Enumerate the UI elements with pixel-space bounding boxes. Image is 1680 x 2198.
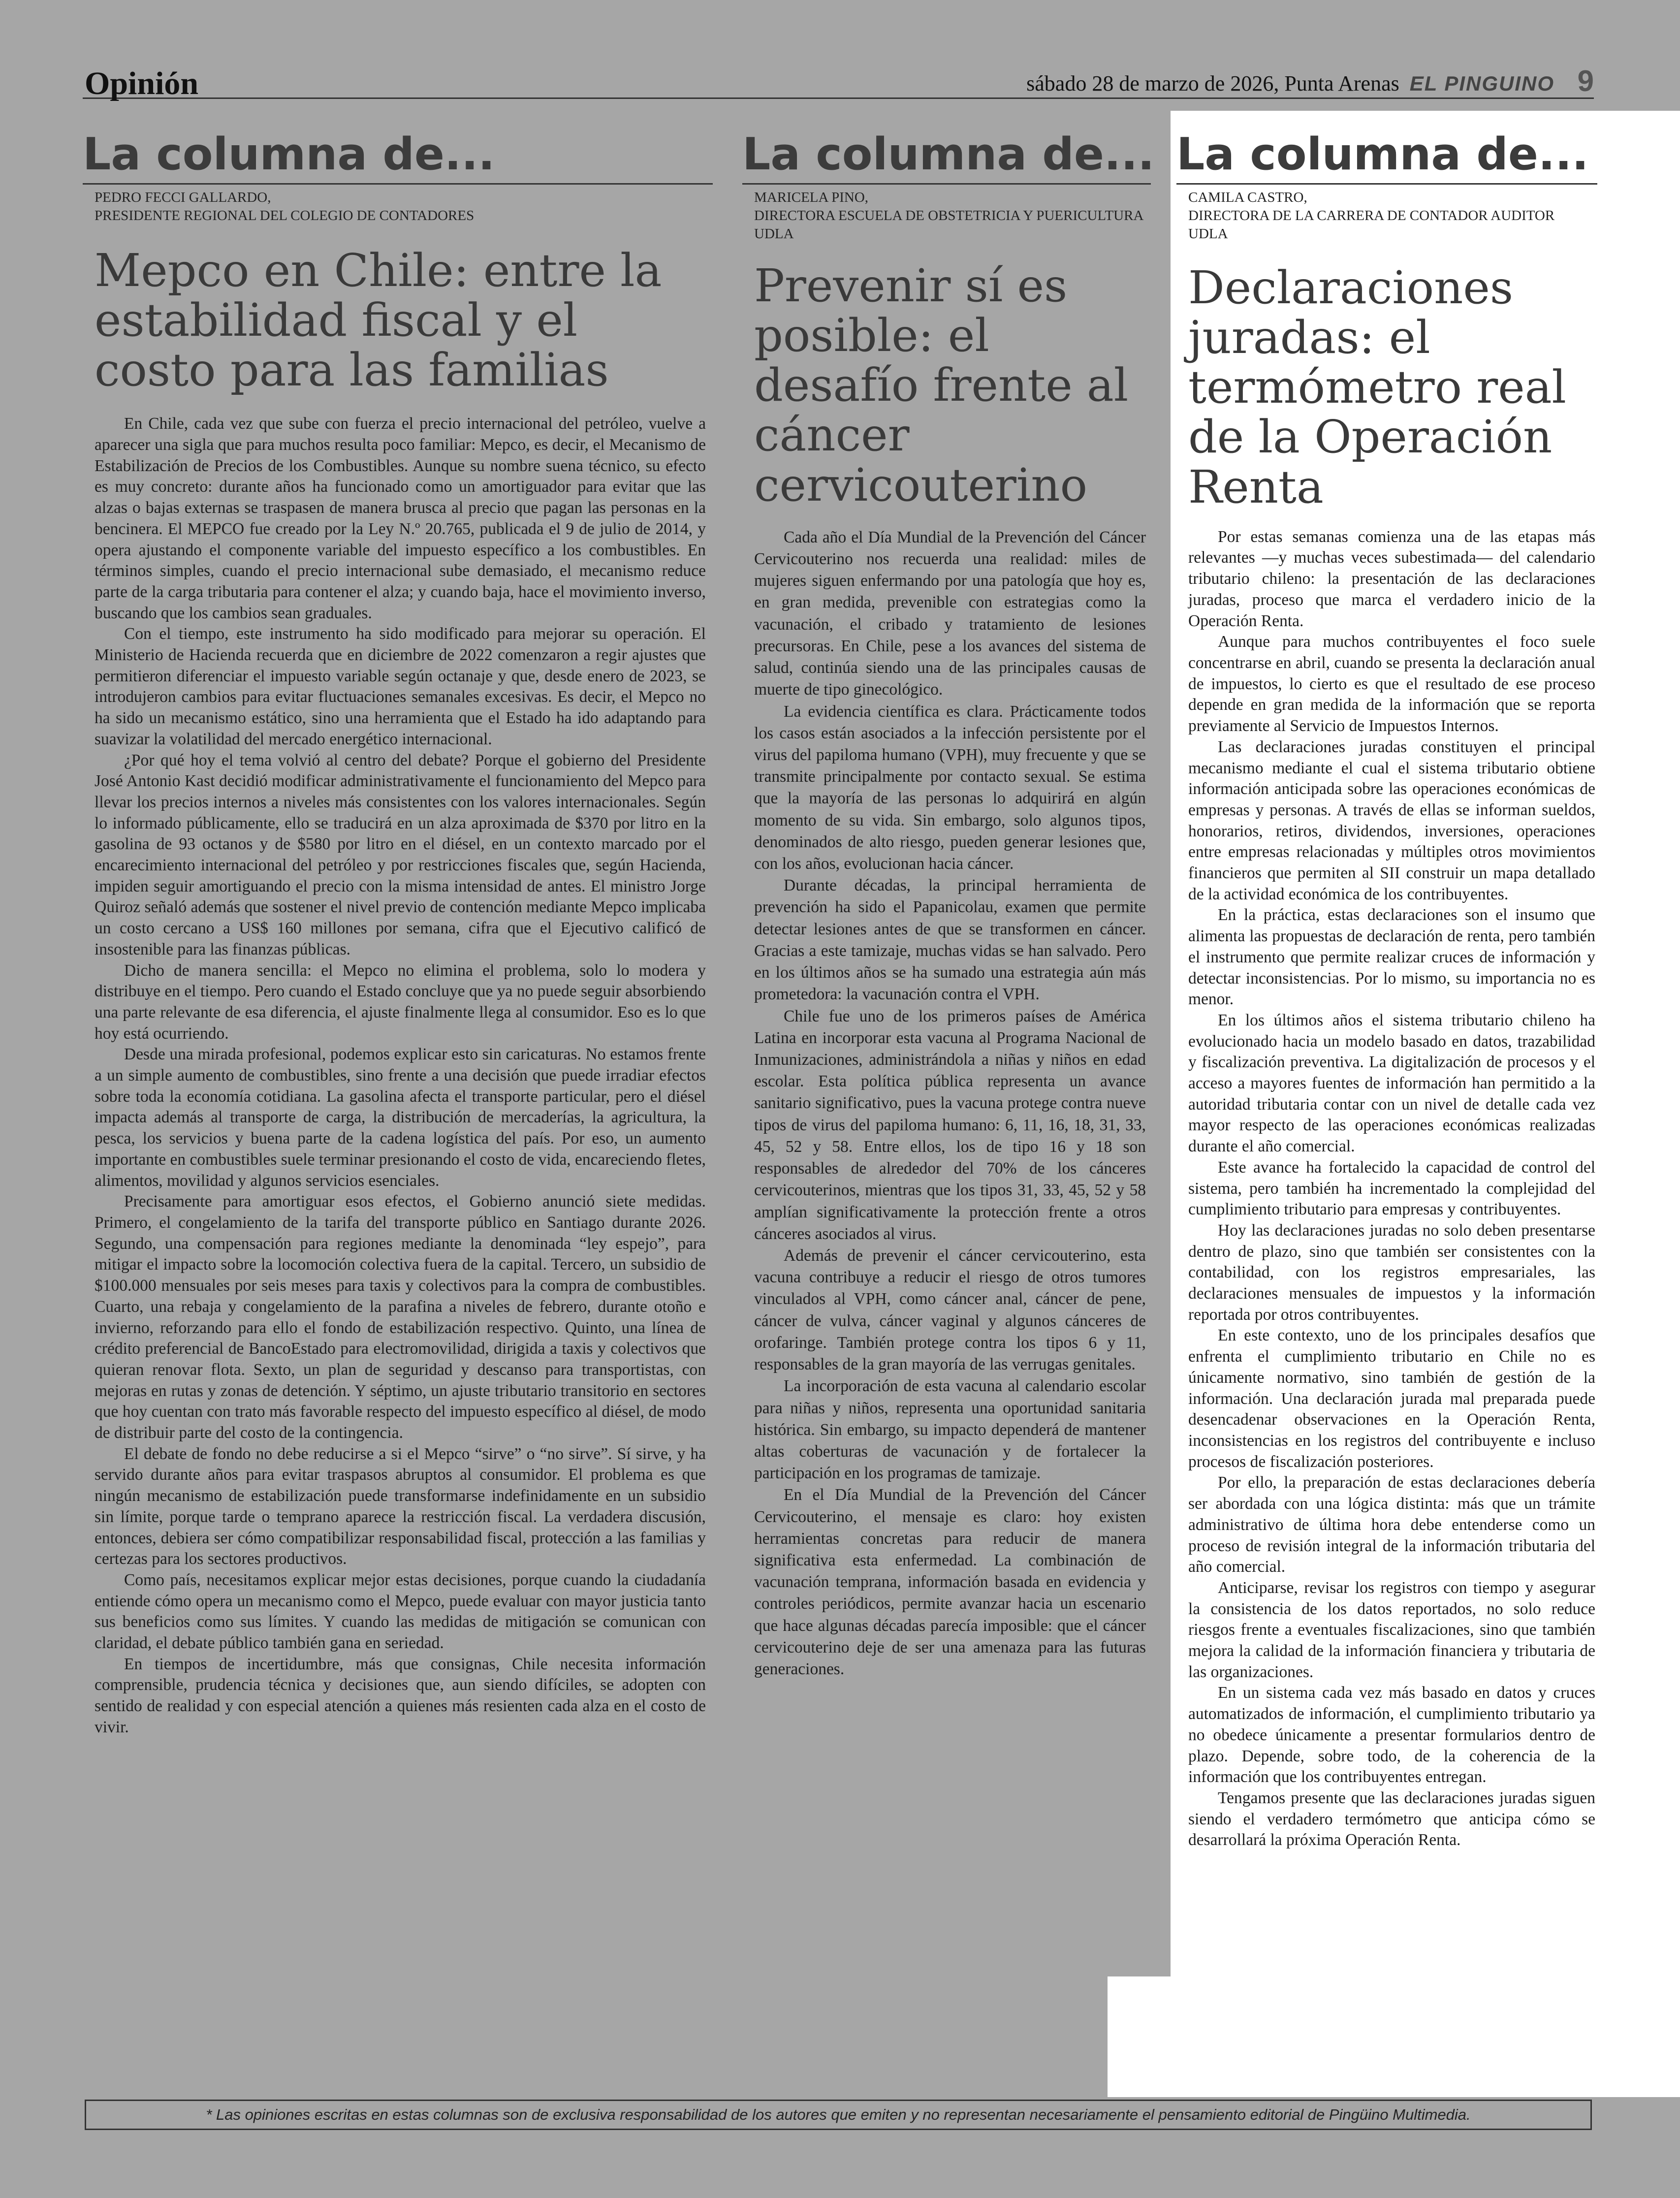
author-name: PEDRO FECCI GALLARDO, <box>95 189 271 205</box>
column-kicker: La columna de... <box>742 129 1151 185</box>
column-kicker: La columna de... <box>83 129 713 185</box>
article-body <box>83 414 713 1738</box>
dateline <box>1026 71 1554 96</box>
article-paragraph: Con el tiempo, este instrumento ha sido modificado para mejorar su operación. El Ministerio de Hacienda recuerda que en diciembre de 2022 comenzaron a regir ajustes que permitieron diferenciar el impuesto variable según octanaje y que, desde enero de 2023, se introdujeron cambios para evitar fluctuaciones semanales excesivas. Es decir, el Mepco no ha sido un mecanismo estático, sino una herramienta que el Estado ha ido adaptando para suavizar la volatilidad del mercado energético internacional. <box>95 625 706 748</box>
article-paragraph: ¿Por qué hoy el tema volvió al centro del debate? Porque el gobierno del Presidente José Antonio Kast decidió modificar administrativamente el funcionamiento del Mepco para llevar los precios internos a niveles más consistentes con los valores internacionales. Según lo informado públicamente, ello se traducirá en un alza aproximada de $370 por litro en la gasolina de 93 octanos y de $580 por litro en el diésel, en un contexto marcado por el encarecimiento internacional del petróleo y por restricciones fiscales que, según Hacienda, impiden seguir amortiguando el precio con la misma intensidad de antes. El ministro Jorge Quiroz señaló además que sostener el nivel previo de contención mediante Mepco implicaba un costo cercano a US$ 160 millones por semana, cifra que el Ejecutivo calificó de insostenible para las finanzas públicas. <box>95 751 706 958</box>
author-name: CAMILA CASTRO, <box>1188 189 1307 205</box>
article-headline: Prevenir sí es posible: el desafío frente al cáncer cervicouterino <box>754 259 1129 511</box>
article-paragraph: Chile fue uno de los primeros países de América Latina en incorporar esta vacuna al Programa Nacional de Inmunizaciones, administrándola a niñas y niños en edad escolar. Esta política pública representa un avance sanitario significativo, pues la vacuna protege contra nueve tipos de virus del papiloma humano: 6, 11, 16, 18, 31, 33, 45, 52 y 58. Entre ellos, los de tipo 16 y 18 son responsables de alrededor del 70% de los cánceres cervicouterinos, mientras que los tipos 31, 33, 45, 52 y 58 amplían significativamente la protección frente a otros cánceres asociados al virus. <box>754 1007 1146 1243</box>
author-byline <box>1176 189 1597 243</box>
article-paragraph: En Chile, cada vez que sube con fuerza el precio internacional del petróleo, vuelve a aparecer una sigla que para muchos resulta poco familiar: Mepco, es decir, el Mecanismo de Estabilización de Precios de los Combustibles. Aunque su nombre suena técnico, su efecto es muy concreto: durante años ha funcionado como un amortiguador para evitar que las alzas o bajas externas se traspasen de manera brusca al precio que pagan las personas en la bencinera. El MEPCO fue creado por la Ley N.º 20.765, publicada el 9 de julio de 2014, y opera ajustando el componente variable del impuesto específico a los combustibles. En términos simples, cuando el precio internacional sube demasiado, el mecanismo reduce parte de la carga tributaria para contener el alza; y cuando baja, hace el movimiento inverso, buscando que los cambios sean graduales. <box>95 414 706 622</box>
article-body <box>1176 527 1597 1851</box>
article-paragraph: En tiempos de incertidumbre, más que consignas, Chile necesita información comprensible, prudencia técnica y decisiones que, aun siendo difíciles, se adopten con sentido de realidad y con especial atención a quienes más resienten cada alza en el costo de vivir. <box>95 1655 706 1736</box>
column-kicker: La columna de... <box>1176 129 1597 185</box>
article-paragraph: En los últimos años el sistema tributario chileno ha evolucionado hacia un modelo basado en datos, trazabilidad y fiscalización preventiva. La digitalización de procesos y el acceso a mayores fuentes de información han permitido a la autoridad tributaria contar con un nivel de detalle cada vez mayor respecto de las operaciones económicas realizadas durante el año comercial. <box>1188 1011 1595 1156</box>
editorial-disclaimer: * Las opiniones escritas en estas columnas son de exclusiva responsabilidad de los autores que emiten y no representan necesariamente el pensamiento editorial de Pingüino Multimedia. <box>85 2100 1592 2130</box>
column-2 <box>742 128 1155 1680</box>
article-paragraph: Por estas semanas comienza una de las etapas más relevantes —y muchas veces subestimada— del calendario tributario chileno: la presentación de las declaraciones juradas, proceso que marca el verdadero inicio de la Operación Renta. <box>1188 527 1595 630</box>
brand-logo: EL PINGUINO <box>1409 72 1554 95</box>
article-paragraph: Precisamente para amortiguar esos efectos, el Gobierno anunció siete medidas. Primero, el congelamiento de la tarifa del transporte público en Santiago durante 2026. Segundo, una compensación para regiones mediante la denominada “ley espejo”, para mitigar el impacto sobre la locomoción colectiva fuera de la capital. Tercero, un subsidio de $100.000 mensuales por seis meses para taxis y colectivos para la compra de combustibles. Cuarto, una rebaja y congelamiento de la parafina a niveles de febrero, durante otoño e invierno, reforzando para ello el fondo de estabilización respectivo. Quinto, una línea de crédito preferencial de BancoEstado para electromovilidad, dirigida a taxis y colectivos que quieran renovar flota. Sexto, un plan de seguridad y descanso para transportistas, con mejoras en rutas y zonas de detención. Y séptimo, un ajuste tributario transitorio en sectores que hoy cuentan con trato más favorable respecto del impuesto específico al diésel, de modo de distribuir parte del costo de la contingencia. <box>95 1192 706 1442</box>
article-paragraph: Hoy las declaraciones juradas no solo deben presentarse dentro de plazo, sino que también ser consistentes con la contabilidad, con los registros empresariales, las declaraciones mensuales de impuestos y la información reportada por otros contribuyentes. <box>1188 1221 1595 1324</box>
author-byline <box>742 189 1151 243</box>
article-paragraph: Como país, necesitamos explicar mejor estas decisiones, porque cuando la ciudadanía entiende cómo opera un mecanismo como el Mepco, puede evaluar con mayor justicia tanto sus beneficios como sus límites. Y cuando las medidas de mitigación se comunican con claridad, el debate público también gana en seriedad. <box>95 1570 706 1653</box>
article-paragraph: Anticiparse, revisar los registros con tiempo y asegurar la consistencia de los datos reportados, no solo reduce riesgos frente a eventuales fiscalizaciones, sino que también mejora la calidad de la información financiera y tributaria de las organizaciones. <box>1188 1578 1595 1681</box>
author-role: PRESIDENTE REGIONAL DEL COLEGIO DE CONTADORES <box>95 207 475 223</box>
article-paragraph: La incorporación de esta vacuna al calendario escolar para niñas y niños, representa una oportunidad sanitaria histórica. Sin embargo, su impacto dependerá de mantener altas coberturas de vacunación y de fortalecer la participación en los programas de tamizaje. <box>754 1377 1146 1483</box>
article-paragraph: En la práctica, estas declaraciones son el insumo que alimenta las propuestas de declaración de renta, pero también el instrumento que permite realizar cruces de información y detectar inconsistencias. Por lo mismo, su importancia no es menor. <box>1188 906 1595 1009</box>
article-headline: Declaraciones juradas: el termómetro real de la Operación Renta <box>1188 261 1566 513</box>
article-paragraph: Desde una mirada profesional, podemos explicar esto sin caricaturas. No estamos frente a un simple aumento de combustibles, sino frente a una decisión que puede irradiar efectos sobre toda la economía cotidiana. La gasolina afecta el transporte particular, pero el diésel impacta además al transporte de carga, la distribución de mercaderías, la agricultura, la pesca, los servicios y buena parte de la cadena logística del país. Por eso, un aumento importante en combustibles suele terminar presionando el costo de vida, encareciendo fletes, alimentos, movilidad y algunos servicios esenciales. <box>95 1045 706 1190</box>
column-1 <box>83 129 713 1738</box>
article-paragraph: Por ello, la preparación de estas declaraciones debería ser abordada con una lógica distinta: más que un trámite administrativo de última hora debe entenderse como un proceso de revisión integral de la información tributaria del año comercial. <box>1188 1473 1595 1576</box>
article-paragraph: Este avance ha fortalecido la capacidad de control del sistema, pero también ha incrementado la complejidad del cumplimiento tributario para empresas y contribuyentes. <box>1188 1158 1595 1219</box>
article-paragraph: En este contexto, uno de los principales desafíos que enfrenta el cumplimiento tributario en Chile no es únicamente normativo, sino también de gestión de la información. Una declaración jurada mal preparada puede desencadenar observaciones en la Operación Renta, inconsistencias en los registros del contribuyente e incluso procesos de fiscalización posteriores. <box>1188 1326 1595 1471</box>
article-paragraph: Aunque para muchos contribuyentes el foco suele concentrarse en abril, cuando se presenta la declaración anual de impuestos, lo cierto es que el resultado de ese proceso depende en gran medida de la información que se reporta previamente al Servicio de Impuestos Internos. <box>1188 633 1595 735</box>
author-role: DIRECTORA DE LA CARRERA DE CONTADOR AUDITOR UDLA <box>1188 207 1555 242</box>
article-body <box>742 527 1151 1681</box>
article-paragraph: Cada año el Día Mundial de la Prevención del Cáncer Cervicouterino nos recuerda una realidad: miles de mujeres siguen enfermando por una patología que hoy es, en gran medida, prevenible con estrategias como la vacunación, el cribado y tratamiento de lesiones precursoras. En Chile, pese a los avances del sistema de salud, continúa siendo una de las principales causas de muerte de tipo ginecológico. <box>754 528 1146 699</box>
author-byline <box>83 189 713 225</box>
author-role: DIRECTORA ESCUELA DE OBSTETRICIA Y PUERICULTURA UDLA <box>754 207 1143 242</box>
article-paragraph: Durante décadas, la principal herramienta de prevención ha sido el Papanicolau, examen que permite detectar lesiones antes de que se transformen en cáncer. Gracias a este tamizaje, muchas vidas se han salvado. Pero en los últimos años se ha sumado una estrategia aún más prometedora: la vacunación contra el VPH. <box>754 876 1146 1004</box>
column-3 <box>1176 129 1597 1851</box>
highlight-panel-bottom <box>1108 1976 1680 2097</box>
section-title: Opinión <box>85 65 199 101</box>
article-paragraph: Además de prevenir el cáncer cervicouterino, esta vacuna contribuye a reducir el riesgo de otros tumores vinculados al VPH, como cáncer anal, cáncer de pene, cáncer de vulva, cáncer vaginal y algunos cánceres de orofaringe. También protege contra los tipos 6 y 11, responsables de la gran mayoría de las verrugas genitales. <box>754 1246 1146 1374</box>
article-paragraph: En un sistema cada vez más basado en datos y cruces automatizados de información, el cumplimiento tributario ya no obedece únicamente a presentar formularios dentro de plazo. Depende, sobre todo, de la coherencia de la información que los contribuyentes entregan. <box>1188 1684 1595 1786</box>
date-text: sábado 28 de marzo de 2026, Punta Arenas <box>1026 71 1399 96</box>
article-paragraph: Las declaraciones juradas constituyen el principal mecanismo mediante el cual el sistema tributario obtiene información anticipada sobre las operaciones económicas de empresas y personas. A través de ellas se informan sueldos, honorarios, retiros, dividendos, inversiones, operaciones entre empresas relacionadas y múltiples otros movimientos financieros que permiten al SII construir un mapa detallado de la actividad económica de los contribuyentes. <box>1188 737 1595 903</box>
page-number: 9 <box>1577 64 1594 97</box>
article-paragraph: En el Día Mundial de la Prevención del Cáncer Cervicouterino, el mensaje es claro: hoy existen herramientas concretas para reducir de manera significativa esta enfermedad. La combinación de vacunación temprana, información basada en evidencia y controles periódicos, permite avanzar hacia un escenario que hace algunas décadas parecía imposible: que el cáncer cervicouterino deje de ser una amenaza para las futuras generaciones. <box>754 1486 1146 1679</box>
article-headline: Mepco en Chile: entre la estabilidad fiscal y el costo para las familias <box>95 244 662 397</box>
article-paragraph: La evidencia científica es clara. Prácticamente todos los casos están asociados a la infección persistente por el virus del papiloma humano (VPH), muy frecuente y que se transmite principalmente por contacto sexual. Se estima que la mayoría de las personas lo adquirirá en algún momento de su vida. Sin embargo, solo algunos tipos, denominados de alto riesgo, pueden generar lesiones que, con los años, evolucionan hacia cáncer. <box>754 702 1146 873</box>
article-paragraph: Tengamos presente que las declaraciones juradas siguen siendo el verdadero termómetro que anticipa cómo se desarrollará la próxima Operación Renta. <box>1188 1788 1595 1849</box>
article-paragraph: El debate de fondo no debe reducirse a si el Mepco “sirve” o “no sirve”. Sí sirve, y ha servido durante años para evitar traspasos abruptos al consumidor. El problema es que ningún mecanismo de estabilización puede transformarse indefinidamente en un subsidio sin límite, porque tarde o temprano aparece la restricción fiscal. La verdadera discusión, entonces, debiera ser cómo compatibilizar responsabilidad fiscal, protección a las familias y certezas para los sectores productivos. <box>95 1444 706 1568</box>
author-name: MARICELA PINO, <box>754 189 869 205</box>
article-paragraph: Dicho de manera sencilla: el Mepco no elimina el problema, solo lo modera y distribuye en el tiempo. Pero cuando el Estado concluye que ya no puede seguir absorbiendo una parte relevante de esa diferencia, el ajuste finalmente llega al consumidor. Eso es lo que hoy está ocurriendo. <box>95 961 706 1043</box>
page-header <box>83 63 1594 99</box>
